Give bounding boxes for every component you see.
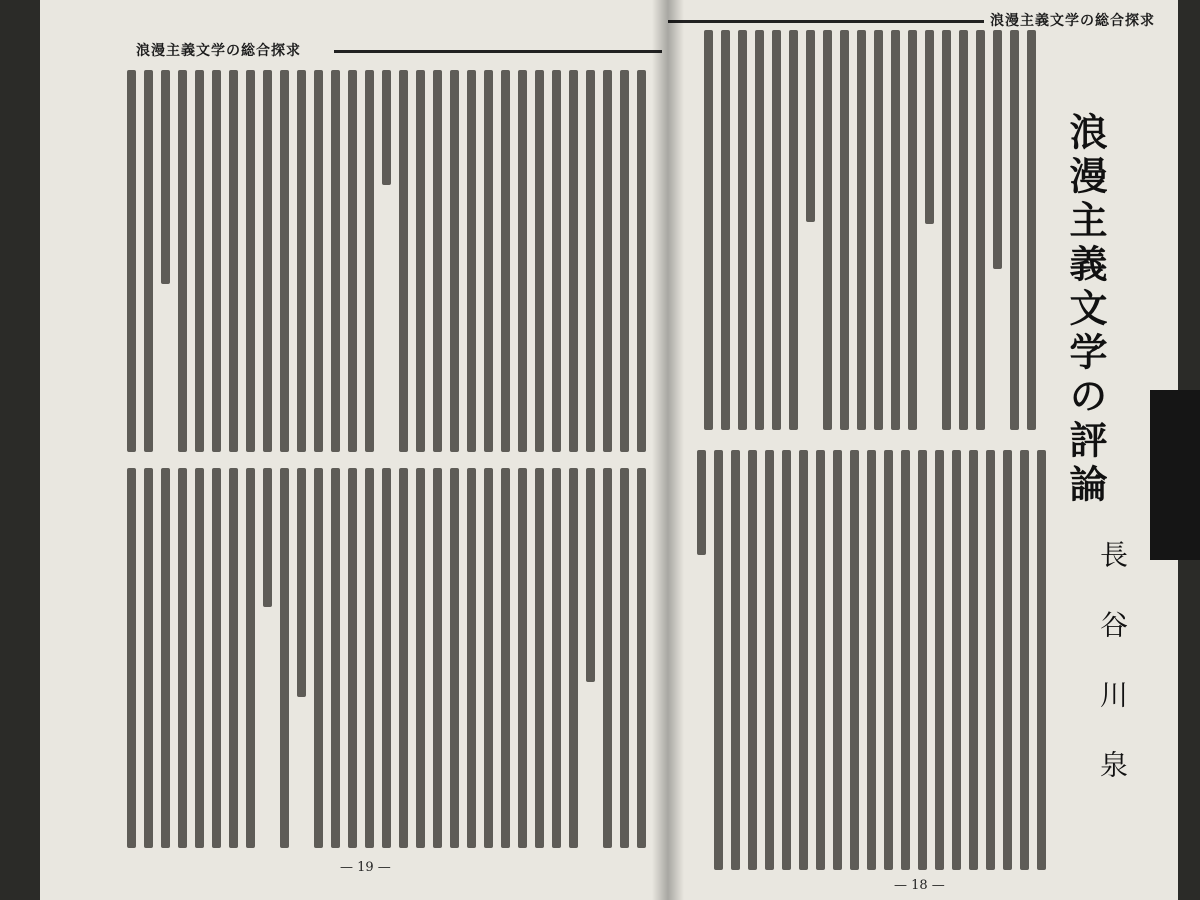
article-title: 浪漫主義文学の評論 [1063,112,1108,508]
text-line [942,30,951,430]
text-line [806,30,815,222]
text-line [901,450,910,870]
text-line [755,30,764,430]
text-column-lower-left [124,468,654,848]
running-head-left: 浪漫主義文学の総合探求 [136,43,301,59]
text-line [925,30,934,224]
text-line [874,30,883,430]
text-line [986,450,995,870]
text-line [212,468,221,848]
page-number-right: — 18 — [894,878,945,893]
text-line [161,70,170,284]
text-line [789,30,798,430]
text-line [535,70,544,452]
text-line [952,450,961,870]
text-line [603,468,612,848]
text-line [382,468,391,848]
text-line [484,468,493,848]
text-line [501,468,510,848]
text-line [280,70,289,452]
text-line [280,468,289,848]
spine-shadow [652,0,684,900]
text-line [976,30,985,430]
text-line [433,468,442,848]
text-line [697,450,706,555]
text-line [637,468,646,848]
header-rule-right [668,20,984,23]
text-line [314,70,323,452]
text-line [518,468,527,848]
text-line [884,450,893,870]
text-line [416,70,425,452]
text-line [738,30,747,430]
text-line [816,450,825,870]
text-line [637,70,646,452]
text-line [263,70,272,452]
text-line [246,468,255,848]
text-line [782,450,791,870]
text-line [416,468,425,848]
text-line [297,70,306,452]
text-line [891,30,900,430]
text-line [127,70,136,452]
text-column-upper-left [124,70,654,452]
text-line [297,468,306,697]
text-line [365,468,374,848]
text-line [1010,30,1019,430]
running-head-right: 浪漫主義文学の総合探求 [990,13,1155,29]
text-line [1003,450,1012,870]
text-line [178,468,187,848]
text-column-upper-right [704,30,1044,430]
text-line [399,70,408,452]
text-line [127,468,136,848]
text-line [569,468,578,848]
text-line [569,70,578,452]
text-line [993,30,1002,269]
text-line [731,450,740,870]
text-line [586,468,595,682]
text-line [467,468,476,848]
text-line [467,70,476,452]
text-line [833,450,842,870]
text-line [246,70,255,452]
text-line [552,70,561,452]
text-line [212,70,221,452]
text-line [144,468,153,848]
text-line [1037,450,1046,870]
text-line [1027,30,1036,430]
left-page [40,0,668,900]
article-author: 長谷川泉 [1096,540,1129,820]
text-line [959,30,968,430]
text-line [229,70,238,452]
text-line [552,468,561,848]
text-line [518,70,527,452]
text-line [823,30,832,430]
text-line [348,468,357,848]
text-line [935,450,944,870]
page-number-left: — 19 — [340,860,391,875]
text-line [144,70,153,452]
text-line [331,468,340,848]
text-line [178,70,187,452]
text-line [850,450,859,870]
text-line [501,70,510,452]
text-line [586,70,595,452]
text-line [331,70,340,452]
text-line [714,450,723,870]
text-line [840,30,849,430]
text-line [748,450,757,870]
text-line [229,468,238,848]
dark-object [1150,390,1200,560]
text-line [603,70,612,452]
text-line [450,70,459,452]
text-column-lower-right [694,450,1054,870]
text-line [195,468,204,848]
text-line [918,450,927,870]
text-line [620,70,629,452]
text-line [704,30,713,430]
text-line [799,450,808,870]
right-page [668,0,1178,900]
text-line [620,468,629,848]
text-line [348,70,357,452]
text-line [195,70,204,452]
text-line [161,468,170,848]
text-line [867,450,876,870]
text-line [535,468,544,848]
text-line [721,30,730,430]
text-line [765,450,774,870]
text-line [969,450,978,870]
text-line [484,70,493,452]
text-line [857,30,866,430]
text-line [382,70,391,185]
text-line [908,30,917,430]
text-line [772,30,781,430]
text-line [314,468,323,848]
text-line [365,70,374,452]
text-line [433,70,442,452]
text-line [263,468,272,607]
text-line [450,468,459,848]
header-rule-left [334,50,662,53]
text-line [399,468,408,848]
text-line [1020,450,1029,870]
